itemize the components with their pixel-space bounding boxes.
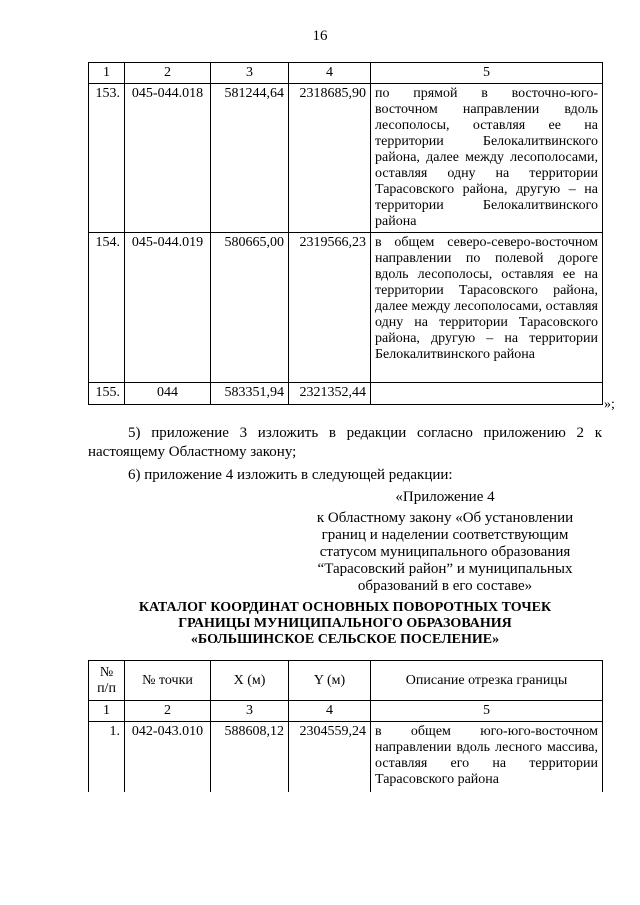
column-number: 3 (211, 63, 289, 84)
column-number: 4 (289, 701, 371, 722)
appendix-title: «Приложение 4 (395, 489, 495, 505)
catalog-heading-line: «БОЛЬШИНСКОЕ СЕЛЬСКОЕ ПОСЕЛЕНИЕ» (190, 632, 500, 647)
y-coordinate: 2318685,90 (289, 84, 371, 233)
point-id: 045-044.019 (125, 233, 211, 383)
column-number: 1 (89, 63, 125, 84)
segment-description: по прямой в восточно-юго-восточном направлении вдоль лесополосы, оставляя ее на территории Белокалитвинского района, далее между лесополосами, оставляя одну на территории Тарасовского района, другую – на территории Белокалитвинского района (371, 84, 603, 233)
appendix-caption (300, 510, 590, 595)
catalog-heading-line: КАТАЛОГ КООРДИНАТ ОСНОВНЫХ ПОВОРОТНЫХ ТОЧЕК (138, 600, 552, 615)
row-number: 1. (89, 722, 125, 792)
segment-description: в общем северо-северо-восточном направлении по полевой дороге вдоль лесополосы, оставляя ее на территории Тарасовского района, далее между лесополосами, оставляя одну на территории Тарасовского района, другую – на территории Белокалитвинского района (371, 233, 603, 383)
coordinates-table (88, 660, 603, 792)
appendix-caption-line: границ и наделении соответствующим (321, 527, 569, 543)
x-coordinate: 588608,12 (211, 722, 289, 792)
table-row (89, 84, 603, 233)
catalog-heading-line: ГРАНИЦЫ МУНИЦИПАЛЬНОГО ОБРАЗОВАНИЯ (178, 616, 512, 631)
appendix-caption-line: “Тарасовский район” и муниципальных (317, 561, 573, 577)
header-description: Описание отрезка границы (371, 661, 603, 701)
column-number: 2 (125, 701, 211, 722)
table-row (89, 722, 603, 792)
table-row (89, 233, 603, 383)
header-point: № точки (125, 661, 211, 701)
catalog-heading (88, 600, 602, 648)
point-id: 044 (125, 383, 211, 405)
header-x: X (м) (211, 661, 289, 701)
row-number: 154. (89, 233, 125, 383)
column-number-row (89, 701, 603, 722)
header-number (89, 661, 125, 701)
segment-description (371, 383, 603, 405)
header-y: Y (м) (289, 661, 371, 701)
point-id: 042-043.010 (125, 722, 211, 792)
column-number: 2 (125, 63, 211, 84)
appendix-caption-line: к Областному закону «Об установлении (316, 510, 574, 526)
closing-quote: »; (604, 397, 615, 412)
row-number: 153. (89, 84, 125, 233)
row-number: 155. (89, 383, 125, 405)
column-number: 1 (89, 701, 125, 722)
segment-description: в общем юго-юго-восточном направлении вдоль лесного массива, оставляя его на территории Тарасовского района (371, 722, 603, 792)
column-number: 4 (289, 63, 371, 84)
paragraph-item-6: 6) приложение 4 изложить в следующей редакции: (128, 467, 453, 483)
paragraph-item-5: 5) приложение 3 изложить в редакции согласно приложению 2 к настоящему Областному закону; (88, 425, 602, 460)
x-coordinate: 583351,94 (211, 383, 289, 405)
appendix-caption-line: статусом муниципального образования (319, 544, 571, 560)
column-number: 3 (211, 701, 289, 722)
header-number-bottom: п/п (97, 680, 116, 696)
y-coordinate: 2319566,23 (289, 233, 371, 383)
page-number: 16 (312, 28, 328, 44)
coordinates-table-continued (88, 62, 603, 405)
x-coordinate: 581244,64 (211, 84, 289, 233)
header-row (89, 661, 603, 701)
column-number: 5 (371, 701, 603, 722)
table-row (89, 383, 603, 405)
y-coordinate: 2304559,24 (289, 722, 371, 792)
column-number-row (89, 63, 603, 84)
header-number-top: № (99, 664, 114, 680)
x-coordinate: 580665,00 (211, 233, 289, 383)
y-coordinate: 2321352,44 (289, 383, 371, 405)
appendix-caption-line: образований в его составе» (357, 578, 533, 594)
column-number: 5 (371, 63, 603, 84)
point-id: 045-044.018 (125, 84, 211, 233)
